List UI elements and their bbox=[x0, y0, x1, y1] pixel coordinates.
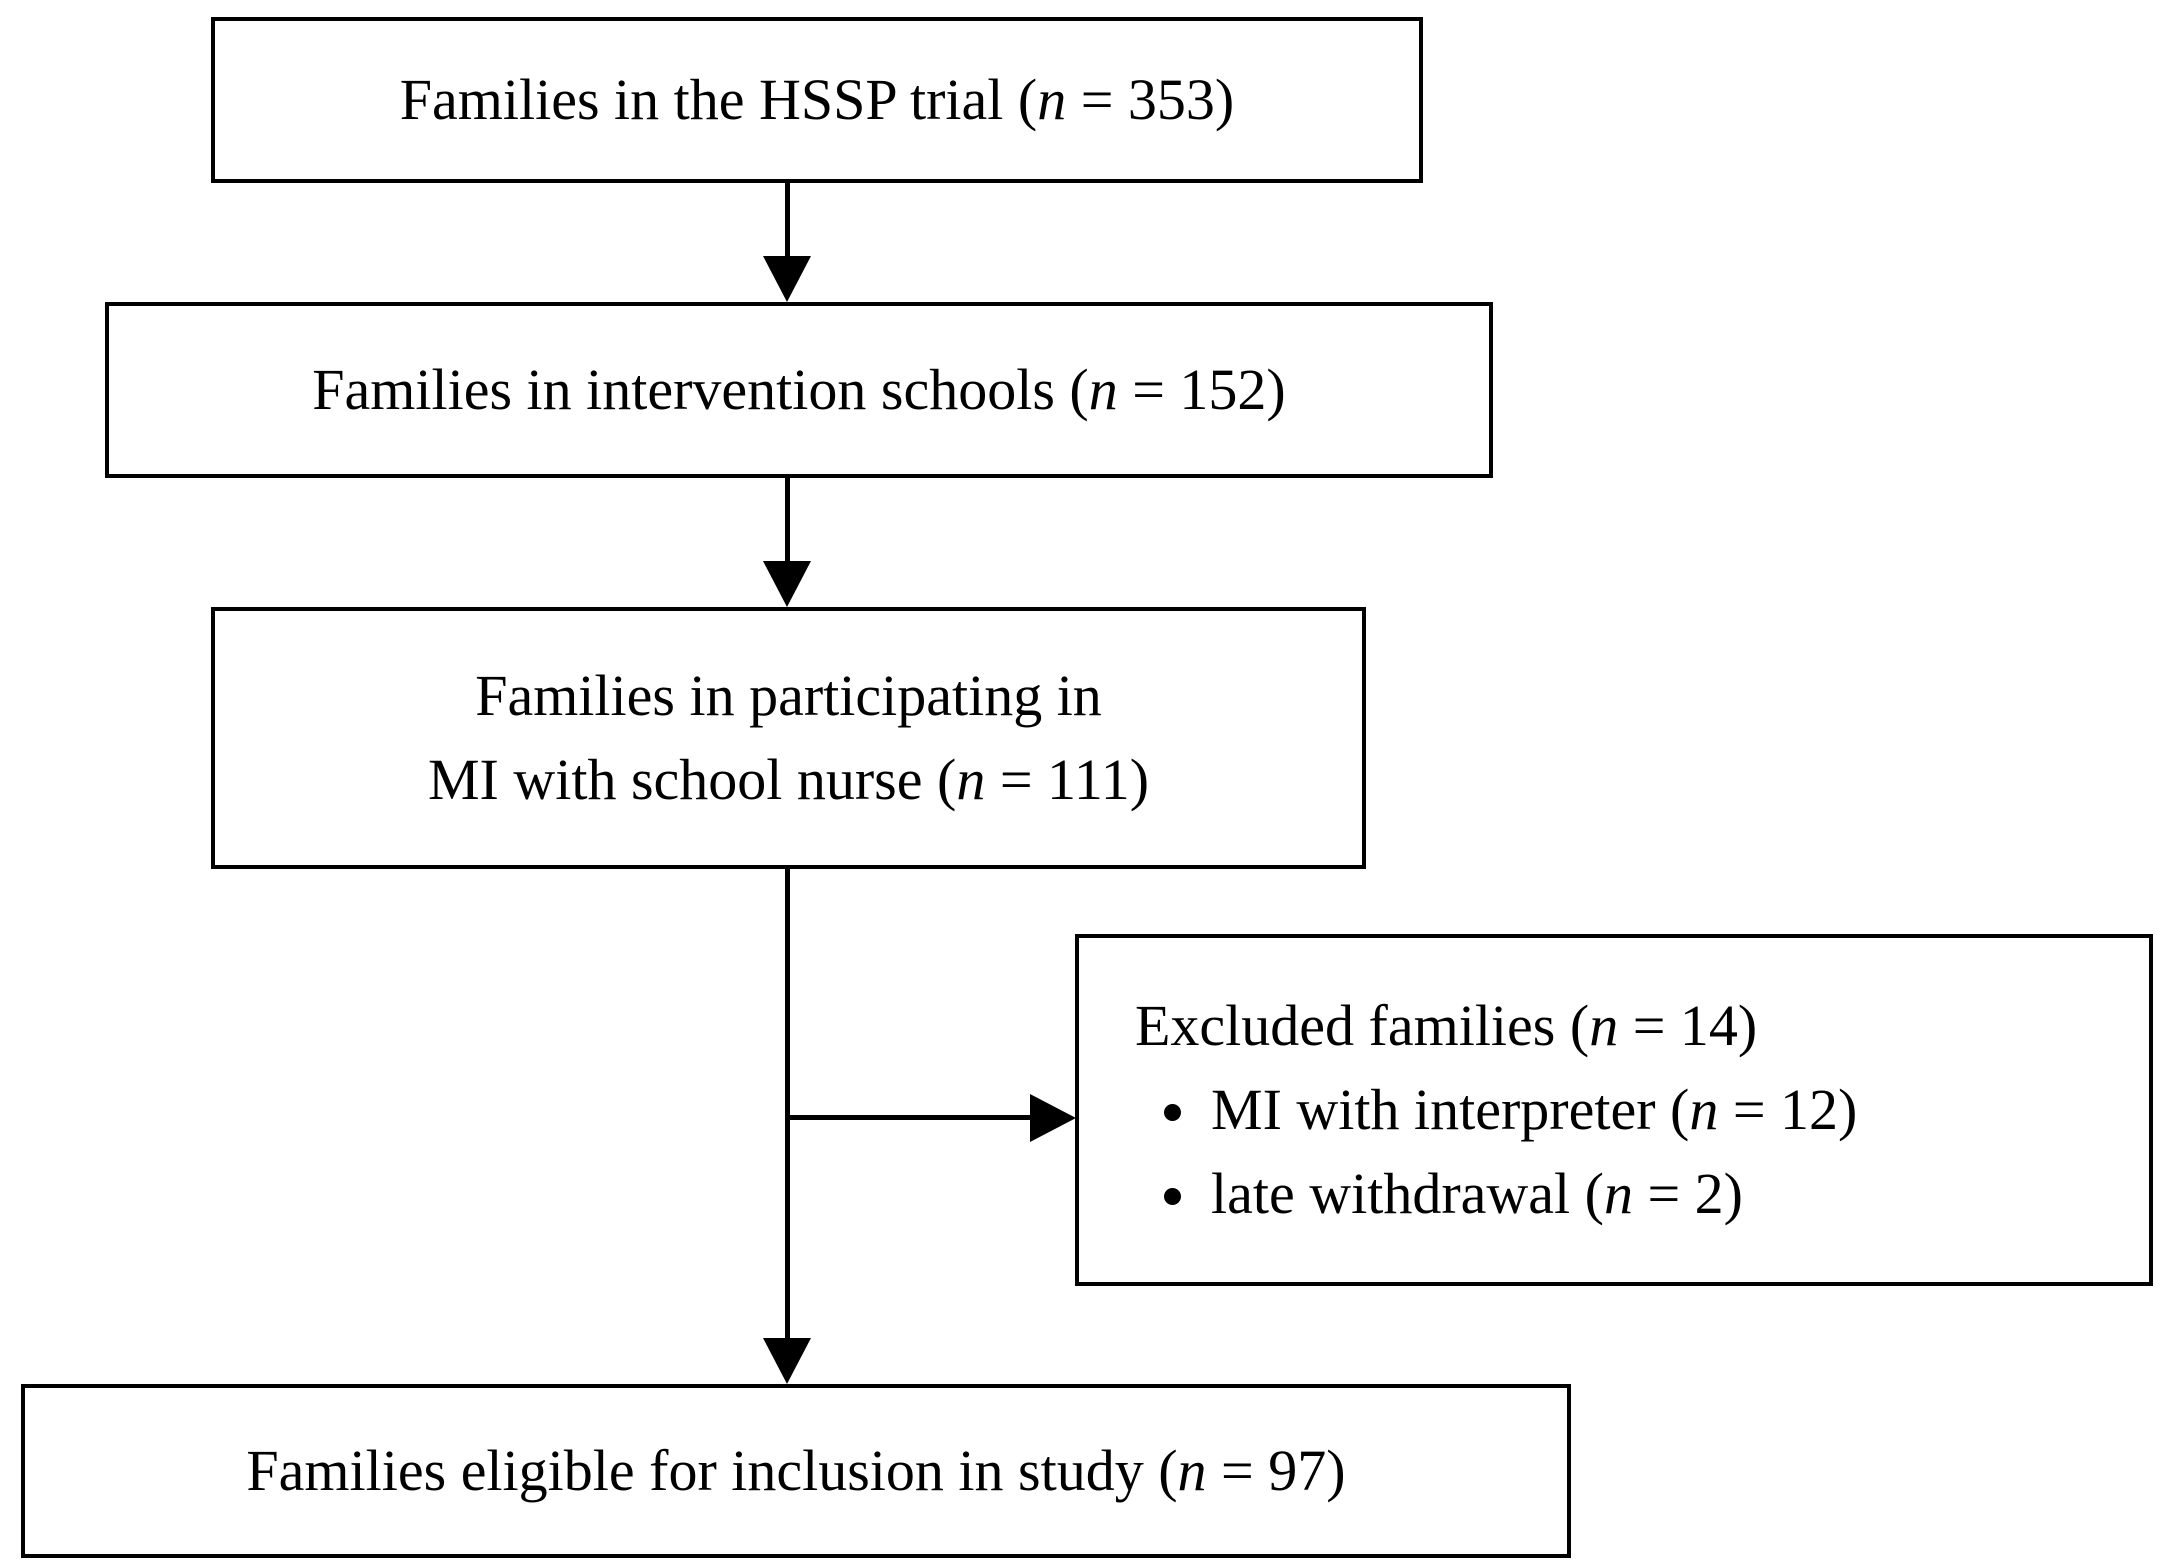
arrow-right-branch-shaft bbox=[787, 1115, 1035, 1120]
n-variable: n bbox=[1088, 356, 1118, 422]
excluded-reason-list bbox=[1135, 1068, 1857, 1236]
flow-box-intervention-schools bbox=[105, 302, 1493, 478]
arrow-down-1-head bbox=[763, 256, 811, 302]
label-count: = 111) bbox=[985, 747, 1150, 812]
label-text: Families in intervention schools ( bbox=[312, 356, 1089, 422]
arrow-right-branch-head bbox=[1030, 1094, 1076, 1142]
label-text: MI with interpreter ( bbox=[1211, 1076, 1690, 1142]
flow-box-excluded-families bbox=[1075, 934, 2153, 1286]
flow-box-mi-school-nurse bbox=[211, 607, 1366, 869]
flow-box-eligible-families bbox=[21, 1384, 1571, 1558]
label-text: Excluded families ( bbox=[1135, 992, 1590, 1058]
box-label bbox=[312, 348, 1286, 432]
n-variable: n bbox=[956, 747, 986, 812]
n-variable: n bbox=[1037, 66, 1067, 132]
box-label bbox=[246, 1429, 1345, 1513]
label-count: = 152) bbox=[1117, 356, 1286, 422]
arrow-down-2-shaft bbox=[785, 478, 790, 568]
label-count: = 353) bbox=[1066, 66, 1235, 132]
n-variable: n bbox=[1603, 1161, 1633, 1227]
arrow-down-3-head bbox=[763, 1338, 811, 1384]
label-count: = 14) bbox=[1618, 992, 1758, 1058]
label-count: = 97) bbox=[1206, 1437, 1346, 1503]
list-item bbox=[1205, 1068, 1857, 1152]
label-text: late withdrawal ( bbox=[1211, 1161, 1604, 1227]
box-label-line1: Families in participating in bbox=[475, 662, 1102, 728]
label-text: Families in the HSSP trial ( bbox=[399, 66, 1038, 132]
arrow-down-1-shaft bbox=[785, 183, 790, 263]
arrow-down-2-head bbox=[763, 561, 811, 607]
flow-box-hssp-trial bbox=[211, 17, 1423, 183]
list-item bbox=[1205, 1152, 1857, 1236]
label-text: MI with school nurse ( bbox=[427, 747, 957, 812]
label-count: = 12) bbox=[1718, 1076, 1858, 1142]
label-count: = 2) bbox=[1632, 1161, 1743, 1227]
box-label-line2 bbox=[428, 738, 1149, 822]
label-text: Families eligible for inclusion in study ( bbox=[246, 1437, 1178, 1503]
n-variable: n bbox=[1689, 1076, 1719, 1142]
excluded-title bbox=[1135, 984, 1757, 1068]
n-variable: n bbox=[1589, 992, 1619, 1058]
box-label bbox=[400, 58, 1235, 142]
arrow-down-3-shaft bbox=[785, 869, 790, 1344]
n-variable: n bbox=[1177, 1437, 1207, 1503]
